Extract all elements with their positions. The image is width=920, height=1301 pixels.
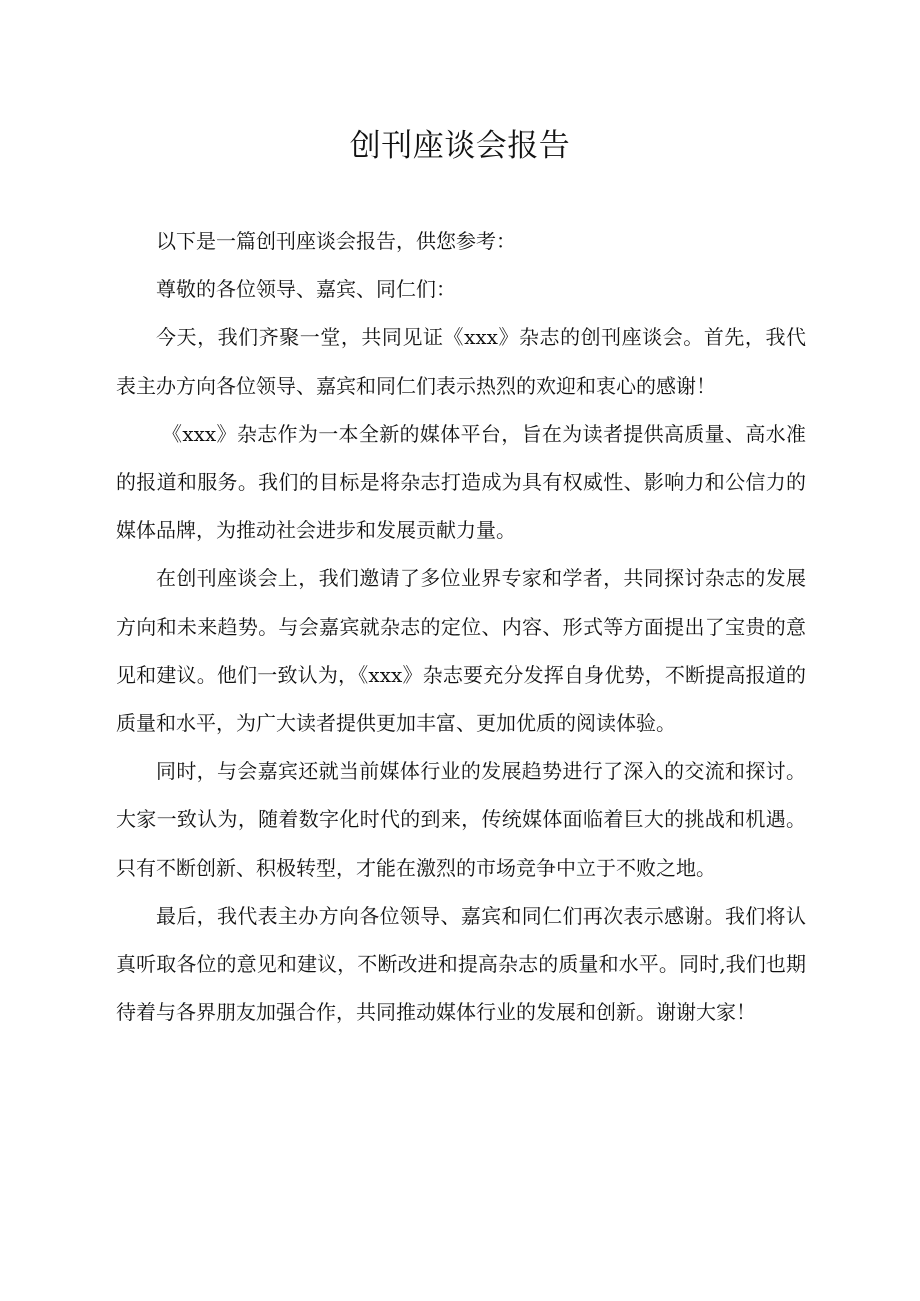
- closing-paragraph: 最后，我代表主办方向各位领导、嘉宾和同仁们再次表示感谢。我们将认真听取各位的意见和建议，不断改进和提高杂志的质量和水平。同时,我们也期待着与各界朋友加强合作，共同推动媒体行业的发展和创新。谢谢大家！: [116, 903, 806, 1025]
- magazine-goal-paragraph: 《xxx》杂志作为一本全新的媒体平台，旨在为读者提供高质量、高水准的报道和服务。我们的目标是将杂志打造成为具有权威性、影响力和公信力的媒体品牌，为推动社会进步和发展贡献力量。: [116, 421, 806, 543]
- page-title: 创刊座谈会报告: [349, 128, 571, 164]
- opening-paragraph: 今天，我们齐聚一堂，共同见证《xxx》杂志的创刊座谈会。首先，我代表主办方向各位领导、嘉宾和同仁们表示热烈的欢迎和衷心的感谢！: [116, 325, 806, 398]
- salutation-paragraph: 尊敬的各位领导、嘉宾、同仁们：: [156, 277, 456, 302]
- industry-trends-paragraph: 同时，与会嘉宾还就当前媒体行业的发展趋势进行了深入的交流和探讨。大家一致认为，随着数字化时代的到来，传统媒体面临着巨大的挑战和机遇。只有不断创新、积极转型，才能在激烈的市场竞争中立于不败之地。: [116, 759, 806, 880]
- intro-paragraph: 以下是一篇创刊座谈会报告，供您参考：: [156, 229, 516, 253]
- forum-discussion-paragraph: 在创刊座谈会上，我们邀请了多位业界专家和学者，共同探讨杂志的发展方向和未来趋势。与会嘉宾就杂志的定位、内容、形式等方面提出了宝贵的意见和建议。他们一致认为，《xxx》杂志要充分发挥自身优势，不断提高报道的质量和水平，为广大读者提供更加丰富、更加优质的阅读体验。: [116, 566, 806, 736]
- document-body: [116, 217, 806, 1036]
